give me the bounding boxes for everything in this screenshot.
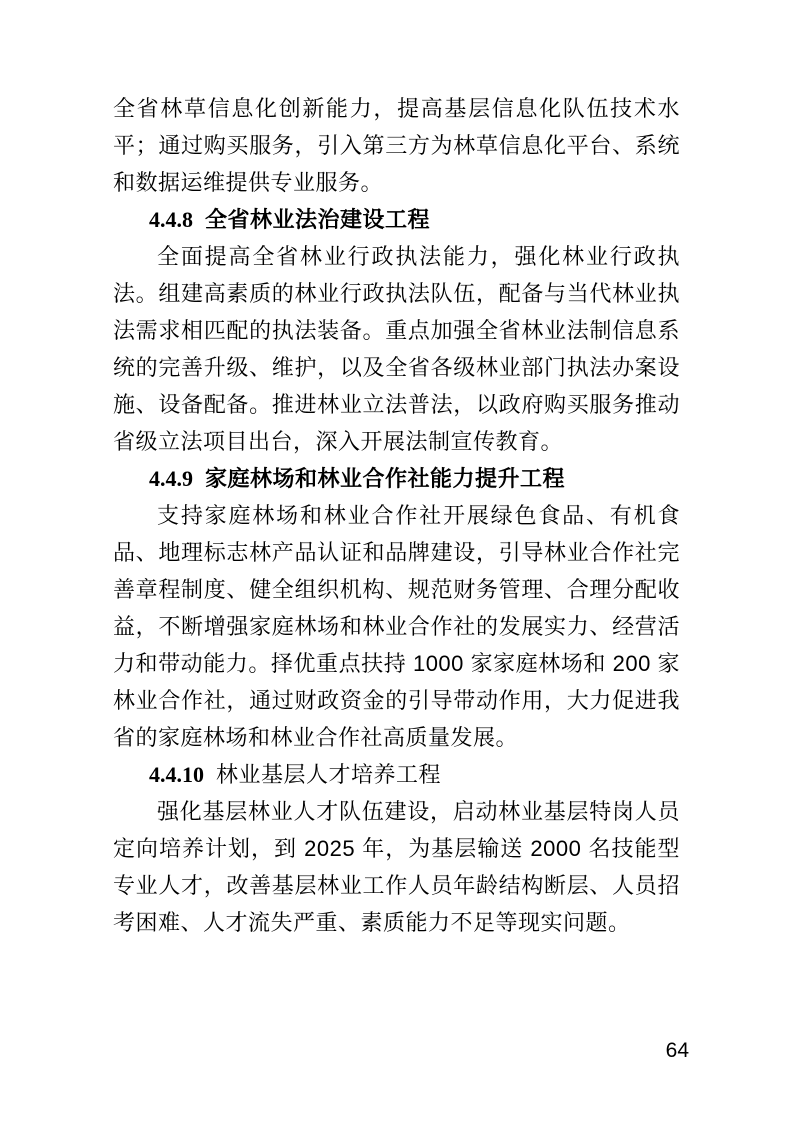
section-title: 家庭林场和林业合作社能力提升工程 — [205, 466, 566, 491]
section-title: 全省林业法治建设工程 — [205, 207, 431, 232]
body-paragraph-informatization: 全省林草信息化创新能力，提高基层信息化队伍技术水平；通过购买服务，引入第三方为林草信息化平台、系统和数据运维提供专业服务。 — [113, 96, 680, 195]
section-title: 林业基层人才培养工程 — [216, 762, 442, 787]
body-paragraph-grassroots-talent: 强化基层林业人才队伍建设，启动林业基层特岗人员定向培养计划，到 2025 年，为基层输送 2000 名技能型专业人才，改善基层林业工作人员年龄结构断层、人员招考困难、人才流失严重、素质能力不足等现实问题。 — [113, 799, 680, 935]
section-heading-4-4-9 — [113, 460, 680, 497]
section-heading-4-4-8 — [113, 201, 680, 238]
body-paragraph-family-forest-farms: 支持家庭林场和林业合作社开展绿色食品、有机食品、地理标志林产品认证和品牌建设，引导林业合作社完善章程制度、健全组织机构、规范财务管理、合理分配收益，不断增强家庭林场和林业合作社的发展实力、经营活力和带动能力。择优重点扶持 1000 家家庭林场和 200 家林业合作社，通过财政资金的引导带动作用，大力促进我省的家庭林场和林业合作社高质量发展。 — [113, 503, 680, 750]
section-number: 4.4.10 — [149, 762, 204, 787]
section-heading-4-4-10 — [113, 756, 680, 793]
section-number: 4.4.8 — [149, 207, 193, 232]
page-number: 64 — [665, 1039, 689, 1062]
body-paragraph-law-enforcement: 全面提高全省林业行政执法能力，强化林业行政执法。组建高素质的林业行政执法队伍，配备与当代林业执法需求相匹配的执法装备。重点加强全省林业法制信息系统的完善升级、维护，以及全省各级林业部门执法办案设施、设备配备。推进林业立法普法，以政府购买服务推动省级立法项目出台，深入开展法制宣传教育。 — [113, 244, 680, 454]
page-body — [113, 90, 680, 941]
section-number: 4.4.9 — [149, 466, 193, 491]
